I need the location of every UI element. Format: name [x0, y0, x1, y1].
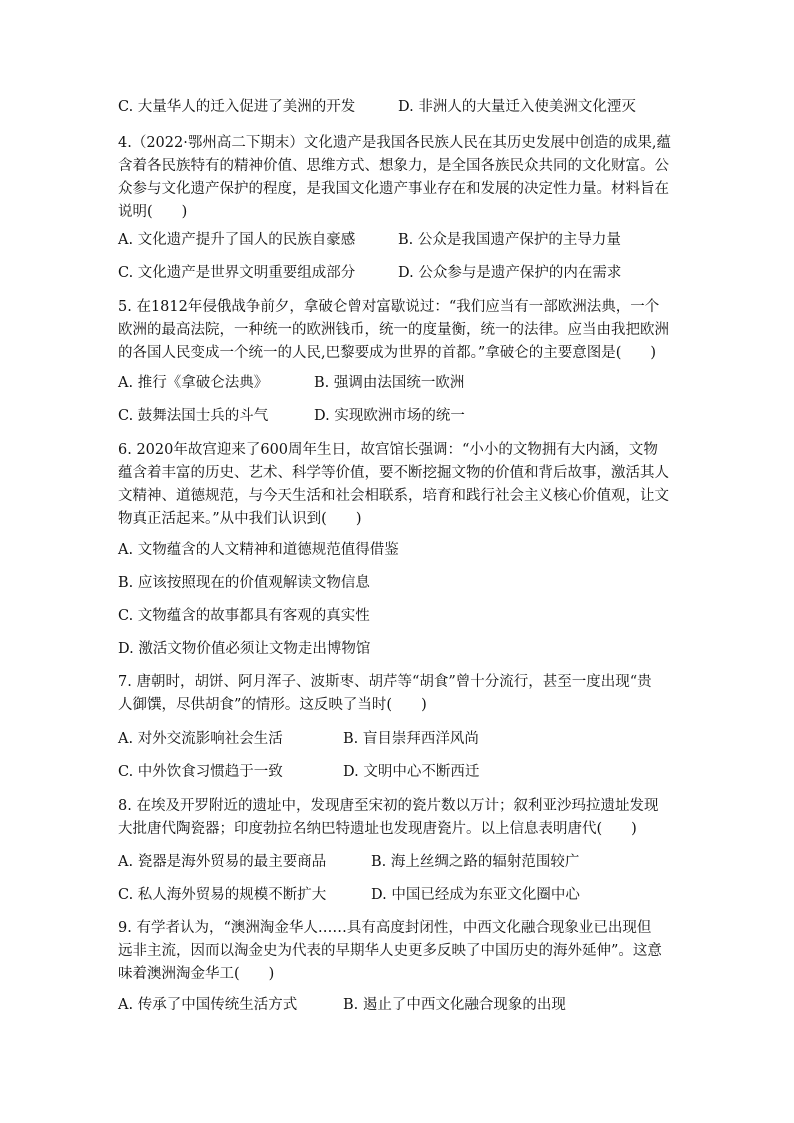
q9-stem-line-3: 味着澳洲淘金华工( ) — [118, 966, 275, 982]
q5-option-d: D. 实现欧洲市场的统一 — [314, 408, 465, 424]
q8-option-c: C. 私人海外贸易的规模不断扩大 — [118, 887, 327, 903]
q4-option-d: D. 公众参与是遗产保护的内在需求 — [398, 265, 622, 281]
q5-option-c: C. 鼓舞法国士兵的斗气 — [118, 408, 269, 424]
q6-stem-line-4: 物真正活起来。”从中我们认识到( ) — [118, 511, 362, 527]
q7-option-c: C. 中外饮食习惯趋于一致 — [118, 764, 283, 780]
q9-option-a: A. 传承了中国传统生活方式 — [118, 997, 298, 1013]
q5-stem-line-3: 的各国人民变成一个统一的人民,巴黎要成为世界的首都。”拿破仑的主要意图是( ) — [118, 345, 657, 361]
q7-option-a: A. 对外交流影响社会生活 — [118, 731, 283, 747]
q8-option-a: A. 瓷器是海外贸易的最主要商品 — [118, 854, 327, 870]
q4-stem-line-3: 众参与文化遗产保护的程度，是我国文化遗产事业存在和发展的决定性力量。材料旨在 — [118, 181, 669, 197]
q3-option-d: D. 非洲人的大量迁入使美洲文化湮灭 — [398, 99, 636, 115]
q6-option-c: C. 文物蕴含的故事都具有客观的真实性 — [118, 608, 370, 624]
q5-option-b: B. 强调由法国统一欧洲 — [314, 375, 465, 391]
q5-option-a: A. 推行《拿破仑法典》 — [118, 375, 269, 391]
q5-stem-line-1: 5. 在1812年侵俄战争前夕，拿破仑曾对富歇说过：“我们应当有一部欧洲法典，一个 — [118, 299, 660, 315]
q6-stem-line-2: 蕴含着丰富的历史、艺术、科学等价值，要不断挖掘文物的价值和背后故事，激活其人 — [118, 465, 669, 481]
q7-stem-line-2: 人御馔，尽供胡食”的情形。这反映了当时( ) — [118, 697, 427, 713]
q9-stem-line-2: 远非主流，因而以淘金史为代表的早期华人史更多反映了中国历史的海外延伸”。这意 — [118, 943, 662, 959]
q4-option-a: A. 文化遗产提升了国人的民族自豪感 — [118, 232, 356, 248]
q8-option-b: B. 海上丝绸之路的辐射范围较广 — [371, 854, 580, 870]
q6-option-b: B. 应该按照现在的价值观解读文物信息 — [118, 575, 370, 591]
q8-stem-line-2: 大批唐代陶瓷器；印度勃拉名纳巴特遗址也发现唐瓷片。以上信息表明唐代( ) — [118, 821, 637, 837]
q4-stem-line-2: 含着各民族特有的精神价值、思维方式、想象力，是全国各族民众共同的文化财富。公 — [118, 158, 669, 174]
q3-option-c: C. 大量华人的迁入促进了美洲的开发 — [118, 99, 356, 115]
q4-option-b: B. 公众是我国遗产保护的主导力量 — [398, 232, 621, 248]
q8-stem-line-1: 8. 在埃及开罗附近的遗址中，发现唐至宋初的瓷片数以万计；叙利亚沙玛拉遗址发现 — [118, 798, 659, 814]
q4-stem-line-4: 说明( ) — [118, 204, 188, 220]
q4-stem-line-1: 4.（2022·鄂州高二下期末）文化遗产是我国各民族人民在其历史发展中创造的成果,蕴 — [118, 135, 671, 151]
q6-stem-line-3: 文精神、道德规范，与今天生活和社会相联系，培育和践行社会主义核心价值观，让文 — [118, 488, 669, 504]
q5-stem-line-2: 欧洲的最高法院，一种统一的欧洲钱币，统一的度量衡，统一的法律。应当由我把欧洲 — [118, 322, 669, 338]
q6-option-a: A. 文物蕴含的人文精神和道德规范值得借鉴 — [118, 542, 399, 558]
q7-stem-line-1: 7. 唐朝时，胡饼、阿月浑子、波斯枣、胡芹等“胡食”曾十分流行，甚至一度出现“贵 — [118, 674, 652, 690]
q7-option-b: B. 盲目崇拜西洋风尚 — [343, 731, 479, 747]
q4-option-c: C. 文化遗产是世界文明重要组成部分 — [118, 265, 356, 281]
q9-stem-line-1: 9. 有学者认为，“澳洲淘金华人……具有高度封闭性，中西文化融合现象业已出现但 — [118, 920, 652, 936]
q7-option-d: D. 文明中心不断西迁 — [343, 764, 480, 780]
q8-option-d: D. 中国已经成为东亚文化圈中心 — [371, 887, 580, 903]
q9-option-b: B. 遏止了中西文化融合现象的出现 — [343, 997, 566, 1013]
q6-stem-line-1: 6. 2020年故宫迎来了600周年生日，故宫馆长强调：“小小的文物拥有大内涵，文物 — [118, 442, 658, 458]
q6-option-d: D. 激活文物价值必须让文物走出博物馆 — [118, 641, 371, 657]
